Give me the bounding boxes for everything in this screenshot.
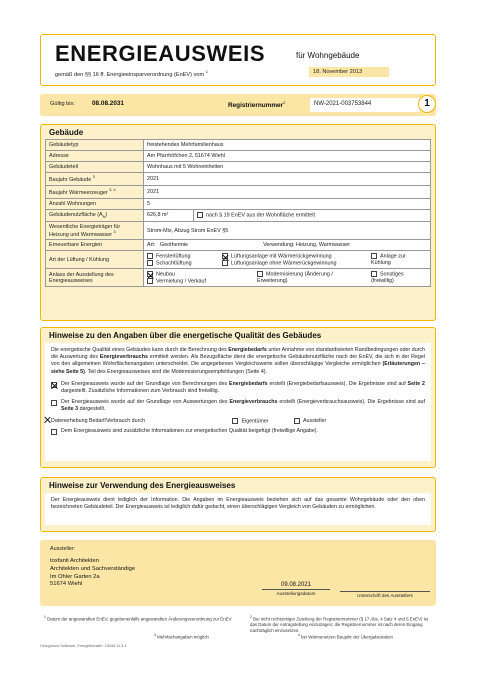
row-label: Anlass der Ausstellung des Energieausweises xyxy=(46,269,144,287)
row-value: 626,8 m² xyxy=(144,209,194,221)
row-value: Wohnhaus mit 5 Wohneinheiten xyxy=(144,162,431,173)
option-consumption-certificate[interactable]: Der Energieausweis wurde auf der Grundlage von Auswertungen des Energieverbrauchs erstellt (Energieverbrauchsausweis). Die Ergebnisse sind auf Seite 3 dargestellt. xyxy=(45,398,431,414)
header-box xyxy=(40,34,436,86)
option-shaft-ventilation[interactable]: Schachtlüftung xyxy=(147,260,213,266)
validity-bar xyxy=(40,94,436,116)
row-value: Am Pfarrhöfchen 2, 51674 Wiehl xyxy=(144,151,431,162)
issuer-box xyxy=(40,540,436,606)
row-value: 2021 xyxy=(144,185,431,198)
usage-hints-body xyxy=(45,493,431,525)
option-issuer[interactable]: Aussteller xyxy=(294,418,326,424)
quality-hints-text: Die energetische Qualität eines Gebäudes kann durch die Berechnung des Energiebedarfs unter Annahme von standardisierten Randbedingungen oder durch die Auswertung des Energieverbrauchs ermittelt werden. Als Bezugsfläche dient die energetische Gebäudenutzfläche nach der EnEV, die sich in der Regel von den allgemeinen Wohnflächenangaben unterscheidet. Die angegebenen Vergleichswerte sollen überschlägige Vergleiche ermöglichen (Erläuterungen – siehe Seite 5). Teil des Energieausweises sind die Modernisierungsempfehlungen (Seite 4). xyxy=(51,347,426,375)
row-label: Wesentliche Energieträger für Heizung und Warmwasser $^3$ xyxy=(46,221,144,240)
option-ventilation-no-heat-recovery[interactable]: Lüftungsanlage ohne Wärmerückgewinnung xyxy=(222,260,362,266)
issue-date-block xyxy=(262,582,330,596)
row-label: Baujahr Gebäude $^3$ xyxy=(46,173,144,186)
row-label: Adresse xyxy=(46,151,144,162)
building-table-wrap xyxy=(45,139,431,287)
checkbox[interactable] xyxy=(257,271,263,277)
checkbox[interactable] xyxy=(147,260,153,266)
ventilation-options xyxy=(144,251,431,269)
table-row xyxy=(46,221,431,240)
option-owner[interactable]: Eigentümer xyxy=(232,418,292,426)
row-value: Art: Geothermie Verwendung: Heizung, Warmwasser xyxy=(144,240,431,251)
issue-date: 09.08.2021 xyxy=(280,582,312,588)
valid-until-label: Gültig bis: xyxy=(50,101,75,107)
registration-number: NW-2021-003753844 xyxy=(310,98,420,112)
document-subtitle: für Wohngebäude xyxy=(296,51,360,60)
checkbox-checked[interactable] xyxy=(51,382,57,388)
table-row xyxy=(46,269,431,287)
row-label: Art der Lüftung / Kühlung xyxy=(46,251,144,269)
usage-hints-title: Hinweise zur Verwendung des Energieausweises xyxy=(49,481,236,490)
option-window-ventilation[interactable]: Fensterlüftung xyxy=(147,253,213,259)
option-additional-info[interactable]: Dem Energieausweis sind zusätzliche Informationen zur energetischen Qualität beigefügt (freiwillige Angabe). xyxy=(45,427,431,436)
table-row xyxy=(46,173,431,186)
issue-date-caption: Ausstellungsdatum xyxy=(276,591,316,596)
building-table xyxy=(45,139,431,287)
checkbox[interactable] xyxy=(232,418,238,424)
row-label: Gebäudeteil xyxy=(46,162,144,173)
footnote-4: $^4$ bei Wärmenetzen Baujahr der Übergabestation xyxy=(298,633,393,640)
usage-hints-text: Der Energieausweis dient lediglich der Information. Die Angaben im Energieausweis beziehen sich auf das gesamte Wohngebäude oder den oben bezeichneten Gebäudeteil. Der Energieausweis ist lediglich dafür gedacht, einen überschlägigen Vergleich von Gebäuden zu ermöglichen. xyxy=(51,497,425,511)
page-number-badge: 1 xyxy=(418,95,436,113)
issuer-address: toxfanti Architekten Architekten und Sachverständige Im Ohler Garten 2a 51674 Wiehl xyxy=(50,558,136,588)
checkbox[interactable] xyxy=(147,278,153,284)
footnote-2: $^2$ Bei nicht rechtzeitiger Zuteilung der Registriernummer (§ 17 Abs. 4 Satz 4 und 5 EnEV) ist das Datum der Antragstellung einzutragen; die Registriernummer ist nach deren Eingang nachträglich einzusetzen. xyxy=(250,615,429,634)
checkbox[interactable] xyxy=(222,260,228,266)
table-row xyxy=(46,240,431,251)
law-date: 18. November 2013 xyxy=(309,67,389,77)
option-demand-certificate[interactable]: Der Energieausweis wurde auf der Grundlage von Berechnungen des Energiebedarfs erstellt (Energiebedarfsausweis). Die Ergebnisse sind auf Seite 2 dargestellt. Zusätzliche Informationen zum Verbrauch sind freiwillig. xyxy=(45,380,431,396)
area-checkbox[interactable] xyxy=(197,212,203,218)
table-row xyxy=(46,151,431,162)
option-rent-sale[interactable]: Vermietung / Verkauf xyxy=(147,278,247,284)
checkbox[interactable] xyxy=(51,429,57,435)
row-label: Baujahr Wärmeerzeuger $^{3, 4}$ xyxy=(46,185,144,198)
quality-hints-title: Hinweise zu den Angaben über die energetische Qualität des Gebäudes xyxy=(49,331,322,340)
quality-hints-body xyxy=(45,343,431,461)
checkbox[interactable] xyxy=(371,253,377,259)
law-reference: gemäß den §§ 16 ff. Energieeinsparverordnung (EnEV) vom $^1$ xyxy=(55,69,208,78)
checkbox[interactable] xyxy=(51,400,57,406)
row-value: Strom-Mix, Abzug Strom EnEV §5 xyxy=(144,221,431,240)
row-value: 5 xyxy=(144,198,431,209)
row-value: freistehendes Mehrfamilienhaus xyxy=(144,140,431,151)
footnote-3: $^3$ Mehrfachangaben möglich xyxy=(154,633,209,640)
table-row xyxy=(46,140,431,151)
area-option: nach § 19 EnEV aus der Wohnfläche ermittelt xyxy=(194,209,431,221)
option-ventilation-heat-recovery[interactable]: Lüftungsanlage mit Wärmerückgewinnung xyxy=(222,253,362,259)
building-section xyxy=(40,124,436,321)
usage-hints-section xyxy=(40,477,436,532)
checkbox[interactable] xyxy=(371,271,377,277)
valid-until-value: 08.08.2031 xyxy=(92,100,124,107)
registration-label: Registriernummer$^2$ xyxy=(228,100,286,110)
quality-hints-section xyxy=(40,327,436,468)
signature-caption: Unterschrift des Ausstellers xyxy=(357,593,413,598)
building-section-title: Gebäude xyxy=(49,128,84,137)
option-modernisation[interactable]: Modernisierung (Änderung / Erweiterung) xyxy=(257,271,333,284)
row-label: Gebäudenutzfläche $(A_N)$ xyxy=(46,209,144,221)
table-row xyxy=(46,162,431,173)
software-footer: Holzgrosch-Software, Energieberater: 13046 11.3.4 xyxy=(40,644,127,648)
checkbox-checked[interactable] xyxy=(222,253,228,259)
data-survey-row: Datenerhebung Bedarf/Verbrauch durch Eigentümer Aussteller xyxy=(51,418,327,425)
footnote-1: $^1$ Datum der angewandten EnEV, gegebenenfalls angewandten Änderungsverordnung zur EnEV xyxy=(44,615,232,622)
document-title: ENERGIEAUSWEIS xyxy=(55,41,266,66)
option-new-build[interactable]: Neubau xyxy=(147,271,247,277)
issuer-label: Aussteller: xyxy=(50,546,76,552)
issue-reason-options xyxy=(144,269,431,287)
checkbox-checked[interactable] xyxy=(147,271,153,277)
table-row xyxy=(46,198,431,209)
table-row xyxy=(46,251,431,269)
row-label: Anzahl Wohnungen xyxy=(46,198,144,209)
option-cooling[interactable]: Anlage zur Kühlung xyxy=(371,253,406,266)
table-row xyxy=(46,209,431,221)
row-value: 2021 xyxy=(144,173,431,186)
row-label: Erneuerbare Energien xyxy=(46,240,144,251)
table-row xyxy=(46,185,431,198)
checkbox[interactable] xyxy=(147,253,153,259)
row-label: Gebäudetyp xyxy=(46,140,144,151)
option-other[interactable]: Sonstiges (freiwillig) xyxy=(371,271,404,284)
signature-block xyxy=(340,590,430,598)
checkbox-checked[interactable] xyxy=(294,418,300,424)
